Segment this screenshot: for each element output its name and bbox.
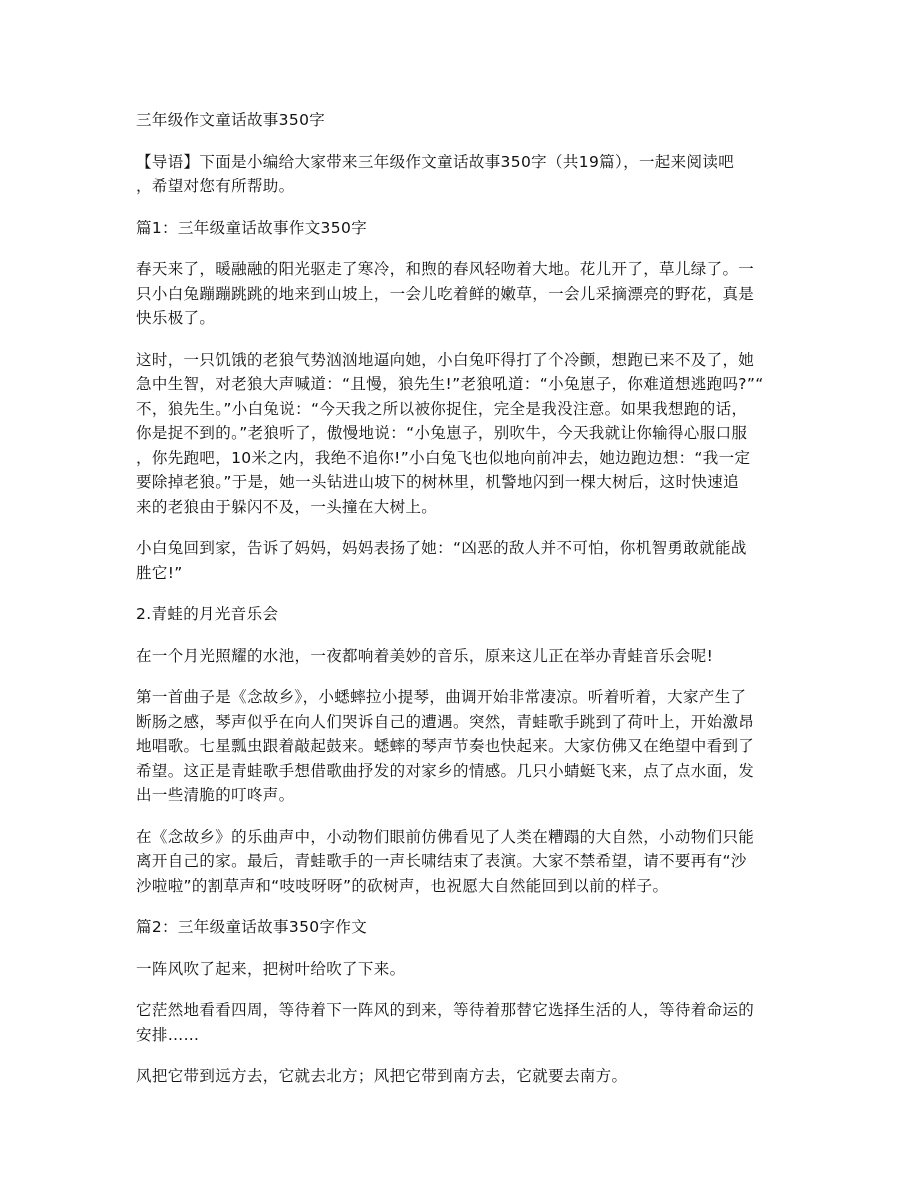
paragraph: [136, 1064, 784, 1089]
text-line: 出一些清脆的叮咚声。: [136, 786, 295, 804]
text-line: 急中生智，对老狼大声喊道：“且慢，狼先生!”老狼吼道：“小兔崽子，你难道想逃跑吗?”“: [136, 375, 764, 393]
text-line: 这时，一只饥饿的老狼气势汹汹地逼向她，小白兔吓得打了个冷颤，想跑已来不及了，她: [136, 350, 755, 369]
text-line: 第一首曲子是《念故乡》，小蟋蟀拉小提琴，曲调开始非常凄凉。听着听着，大家产生了: [136, 688, 747, 706]
text-line: 不，狼先生。”小白兔说：“今天我之所以被你捉住，完全是我没注意。如果我想跑的话，: [136, 399, 748, 418]
text-line: 它茫然地看看四周，等待着下一阵风的到来，等待着那替它选择生活的人，等待着命运的: [136, 1001, 755, 1019]
document-title: 三年级作文童话故事350字: [136, 111, 326, 129]
text-line: 在《念故乡》的乐曲声中，小动物们眼前仿佛看见了人类在糟蹋的大自然，小动物们只能: [136, 827, 755, 846]
text-line: ，希望对您有所帮助。: [136, 177, 295, 195]
paragraph: [136, 257, 784, 331]
text-line: 小白兔回到家，告诉了妈妈，妈妈表扬了她：“凶恶的敌人并不可怕，你机智勇敢就能战: [136, 539, 747, 557]
text-line: 沙啦啦”的割草声和“吱吱呀呀”的砍树声，也祝愿大自然能回到以前的样子。: [136, 876, 669, 895]
text-line: 一阵风吹了起来，把树叶给吹了下来。: [136, 959, 406, 978]
section-heading: 2.青蛙的月光音乐会: [136, 605, 279, 623]
paragraph: [136, 957, 784, 982]
text-line: 春天来了，暖融融的阳光驱走了寒冷，和煦的春风轻吻着大地。花儿开了，草儿绿了。一: [136, 260, 755, 278]
text-line: 风把它带到远方去，它就去北方；风把它带到南方去，它就要去南方。: [136, 1067, 628, 1085]
paragraph: [136, 825, 784, 899]
text-line: 只小白兔蹦蹦跳跳的地来到山坡上，一会儿吃着鲜的嫩草，一会儿采摘漂亮的野花，真是: [136, 284, 755, 303]
paragraph: [136, 685, 784, 808]
text-line: 要除掉老狼。”于是，她一头钻进山坡下的树林里，机警地闪到一棵大树后，这时快速追: [136, 473, 739, 491]
document-page: [136, 108, 784, 1106]
text-line: 安排……: [136, 1025, 200, 1044]
paragraph: [136, 536, 784, 585]
paragraph: [136, 644, 784, 669]
text-line: 断肠之感，琴声似乎在向人们哭诉自己的遭遇。突然，青蛙歌手跳到了荷叶上，开始激昂: [136, 712, 755, 731]
paragraph: [136, 998, 784, 1047]
text-line: 希望。这正是青蛙歌手想借歌曲抒发的对家乡的情感。几只小蜻蜓飞来，点了点水面，发: [136, 761, 755, 780]
text-line: 快乐极了。: [136, 309, 216, 327]
section-heading: 篇1：三年级童话故事作文350字: [136, 218, 368, 237]
text-line: 在一个月光照耀的水池，一夜都响着美妙的音乐，原来这儿正在举办青蛙音乐会呢!: [136, 646, 714, 665]
text-line: 离开自己的家。最后，青蛙歌手的一声长啸结束了表演。大家不禁希望，请不要再有“沙: [136, 852, 747, 870]
text-line: 你是捉不到的。”老狼听了，傲慢地说：“小兔崽子，别吹牛，今天我就让你输得心服口服: [136, 424, 748, 442]
text-line: 来的老狼由于躲闪不及，一头撞在大树上。: [136, 497, 438, 516]
text-line: 【导语】下面是小编给大家带来三年级作文童话故事350字（共19篇），一起来阅读吧: [136, 152, 735, 171]
text-line: 胜它!”: [136, 563, 183, 582]
paragraph-intro: [136, 150, 784, 199]
text-line: ，你先跑吧，10米之内，我绝不追你!”小白兔飞也似地向前冲去，她边跑边想：“我一定: [136, 448, 751, 467]
paragraph: [136, 348, 784, 520]
text-line: 地唱歌。七星瓢虫跟着敲起鼓来。蟋蟀的琴声节奏也快起来。大家仿佛又在绝望中看到了: [136, 737, 755, 755]
section-heading: 篇2：三年级童话故事350字作文: [136, 918, 368, 936]
